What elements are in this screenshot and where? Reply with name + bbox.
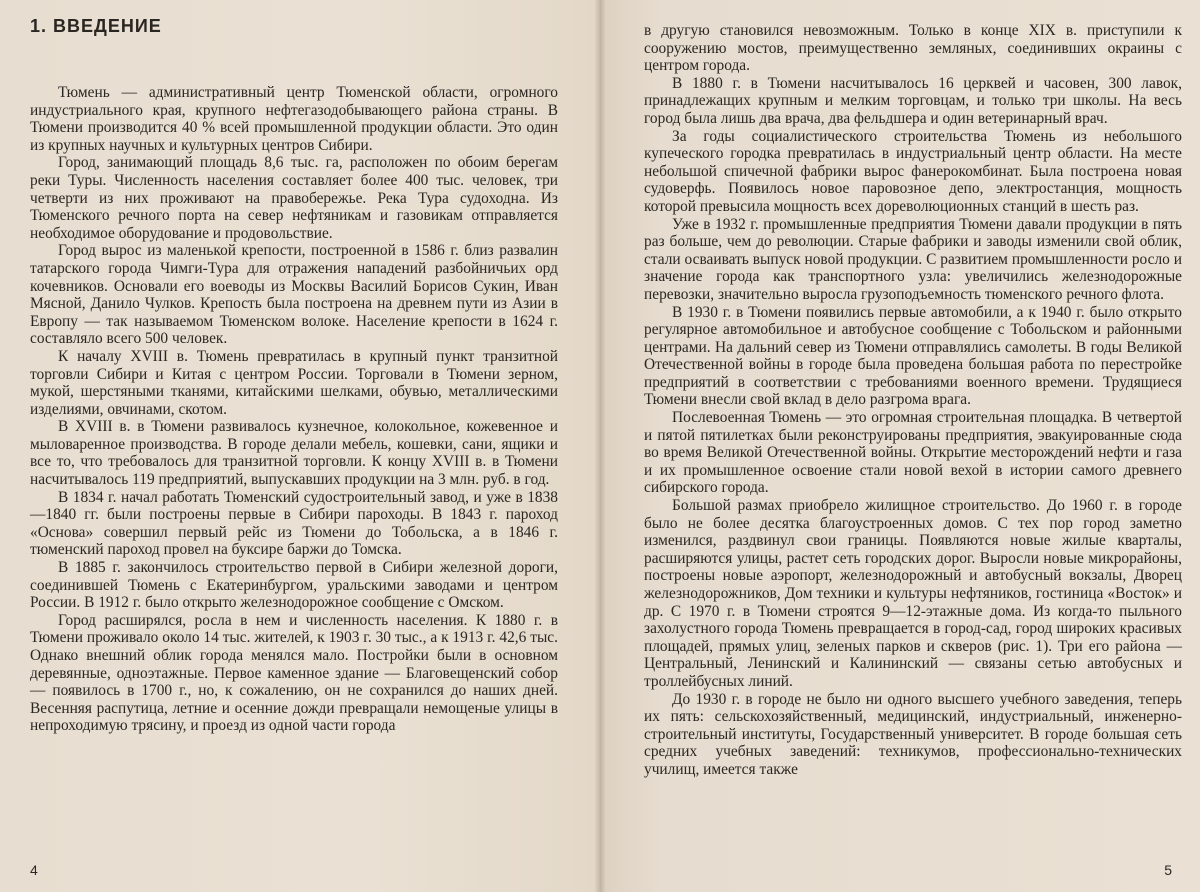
- paragraph: Послевоенная Тюмень — это огромная строительная площадка. В четвертой и пятой пятилетках были реконструированы предприятия, эвакуированные сюда во время Великой Отечественной войны. Открытие месторождений нефти и газа и их промышленное освоение стали новой вехой в истории самого древнего сибирского города.: [644, 409, 1182, 497]
- paragraph: Город вырос из маленькой крепости, построенной в 1586 г. близ развалин татарского города Чимги-Тура для отражения нападений разбойничьих орд кочевников. Основали его воеводы из Москвы Василий Борисов Сукин, Иван Мясной, Данило Чулков. Крепость была построена на древнем пути из Азии в Европу — так называемом Тюменском волоке. Население крепости в 1624 г. составляло всего 500 человек.: [30, 242, 558, 348]
- paragraph: Город, занимающий площадь 8,6 тыс. га, расположен по обоим берегам реки Туры. Численность населения составляет более 400 тыс. человек, три четверти из них проживают на правобережье. Река Тура судоходна. Из Тюменского речного порта на север нефтяникам и газовикам отправляется необходимое оборудование и продовольствие.: [30, 154, 558, 242]
- paragraph: В XVIII в. в Тюмени развивалось кузнечное, колокольное, кожевенное и мыловаренное производства. В городе делали мебель, кошевки, сани, ящики и все то, что требовалось для транзитной торговли. К концу XVIII в. в Тюмени насчитывалось 119 предприятий, выпускавших продукции на 3 млн. руб. в год.: [30, 418, 558, 489]
- right-page: [600, 0, 1200, 892]
- paragraph: В 1834 г. начал работать Тюменский судостроительный завод, и уже в 1838—1840 гг. были построены первые в Сибири пароходы. В 1843 г. пароход «Основа» совершил первый рейс из Тюмени до Тобольска, а в 1846 г. тюменский пароход провел на буксире баржи до Томска.: [30, 488, 558, 559]
- book-gutter: [594, 0, 606, 892]
- paragraph: Большой размах приобрело жилищное строительство. До 1960 г. в городе было не более десятка благоустроенных домов. С тех пор город заметно изменился, раздвинул свои границы. Появляются новые жилые кварталы, расширяются улицы, растет сеть городских дорог. Выросли новые микрорайоны, построены новые аэропорт, железнодорожный и автобусный вокзалы, Дворец железнодорожников, Дом техники и культуры нефтяников, гостиница «Восток» и др. С 1970 г. в Тюмени строятся 9—12-этажные дома. Из когда-то пыльного захолустного города Тюмень превращается в город-сад, город широких красивых площадей, прямых улиц, зеленых парков и скверов (рис. 1). Три его района — Центральный, Ленинский и Калининский — связаны сетью автобусных и троллейбусных линий.: [644, 497, 1182, 690]
- paragraph: В 1930 г. в Тюмени появились первые автомобили, а к 1940 г. было открыто регулярное автомобильное и автобусное сообщение с Тобольском и районными центрами. На дальний север из Тюмени отправлялись самолеты. В годы Великой Отечественной войны в городе была проведена большая работа по перестройке предприятий в соответствии с требованиями военного времени. Трудящиеся Тюмени внесли свой вклад в дело разгрома врага.: [644, 303, 1182, 409]
- paragraph: В 1885 г. закончилось строительство первой в Сибири железной дороги, соединившей Тюмень с Екатеринбургом, уральскими заводами и центром России. В 1912 г. было открыто железнодорожное сообщение с Омском.: [30, 559, 558, 612]
- paragraph: Город расширялся, росла в нем и численность населения. К 1880 г. в Тюмени проживало около 14 тыс. жителей, к 1903 г. 30 тыс., а к 1913 г. 42,6 тыс. Однако внешний облик города менялся мало. Постройки были в основном деревянные, одноэтажные. Первое каменное здание — Благовещенский собор — появилось в 1700 г., но, к сожалению, он не сохранился до наших дней. Весенняя распутица, летние и осенние дожди превращали немощеные улицы в непроходимую трясину, и проезд из одной части города: [30, 611, 558, 735]
- page-number: 4: [30, 862, 38, 878]
- paragraph: До 1930 г. в городе не было ни одного высшего учебного заведения, теперь их пять: сельскохозяйственный, медицинский, индустриальный, инженерно-строительный институты, Государственный университет. В городе большая сеть средних учебных заведений: техникумов, профессионально-технических училищ, имеется также: [644, 690, 1182, 778]
- right-page-text: [644, 22, 1182, 779]
- page-number: 5: [1164, 862, 1172, 878]
- paragraph: Тюмень — административный центр Тюменской области, огромного индустриального края, крупного нефтегазодобывающего района страны. В Тюмени производится 40 % всей промышленной продукции области. Это один из крупных научных и культурных центров Сибири.: [30, 84, 558, 154]
- paragraph: За годы социалистического строительства Тюмень из небольшого купеческого городка превратилась в индустриальный центр области. На месте небольшой спичечной фабрики вырос фанерокомбинат. Была построена новая судоверфь. Появилось новое паровозное депо, электростанция, мощность которой превысила мощность всех дореволюционных станций в шесть раз.: [644, 127, 1182, 215]
- left-page-text: [30, 84, 558, 735]
- paragraph: В 1880 г. в Тюмени насчитывалось 16 церквей и часовен, 300 лавок, принадлежащих крупным и мелким торговцам, и только три школы. На весь город была лишь два врача, два фельдшера и один ветеринарный врач.: [644, 74, 1182, 127]
- chapter-heading: 1. ВВЕДЕНИЕ: [30, 16, 162, 36]
- paragraph: Уже в 1932 г. промышленные предприятия Тюмени давали продукции в пять раз больше, чем до революции. Старые фабрики и заводы изменили свой облик, стали осваивать выпуск новой продукции. С развитием промышленности росло и значение города как транспортного узла: увеличились железнодорожные перевозки, значительно выросла грузоподъемность тюменского речного флота.: [644, 215, 1182, 303]
- paragraph: К началу XVIII в. Тюмень превратилась в крупный пункт транзитной торговли Сибири и Китая с центром России. Торговали в Тюмени зерном, мукой, шерстяными тканями, китайскими шелками, обувью, металлическими изделиями, овчинами, скотом.: [30, 347, 558, 418]
- paragraph: в другую становился невозможным. Только в конце XIX в. приступили к сооружению мостов, преимущественно земляных, соединивших окраины с центром города.: [644, 22, 1182, 75]
